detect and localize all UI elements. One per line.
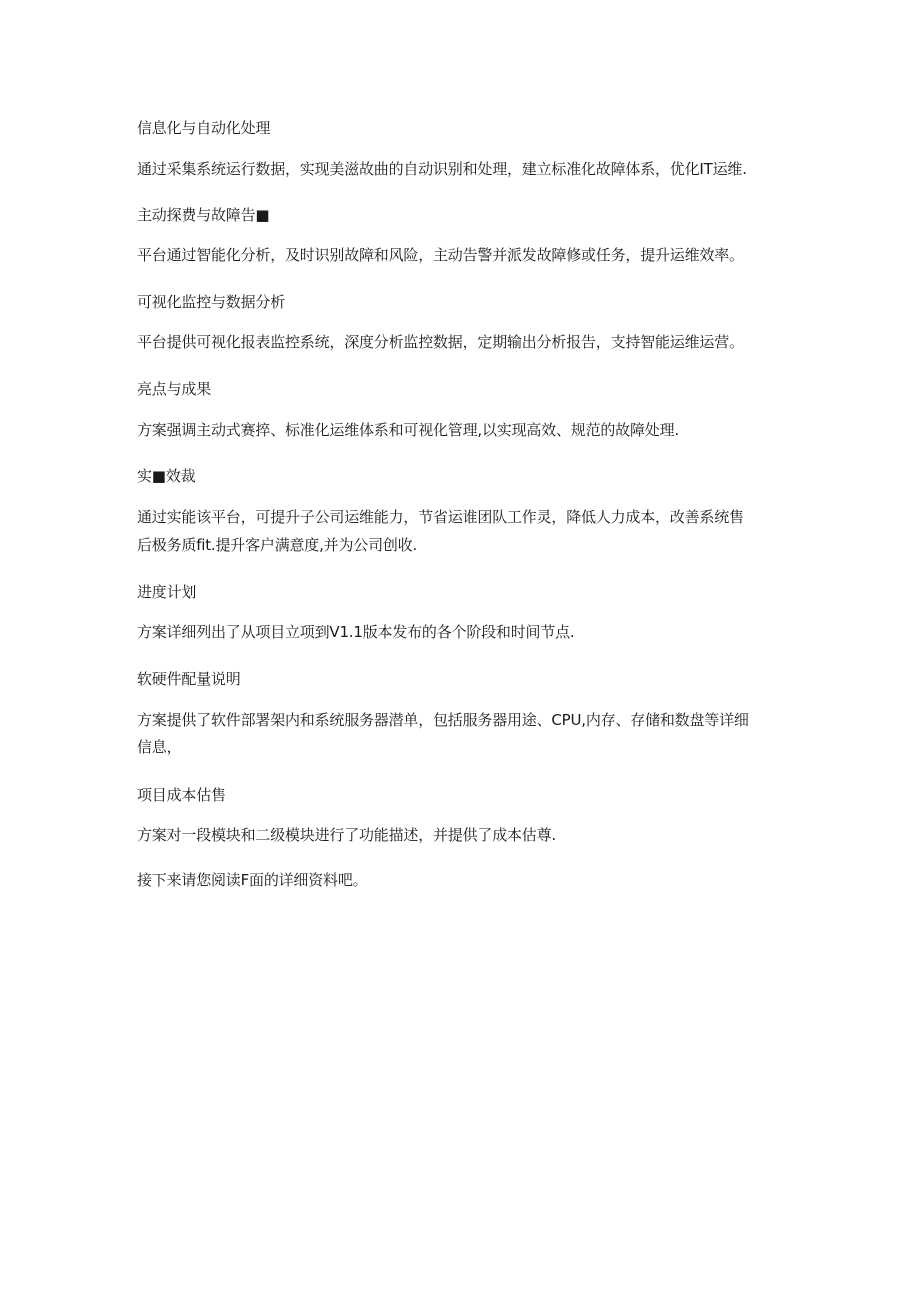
- section-paragraph: 方案强调主动式赛捽、标准化运维体系和可视化管理,以实现高效、规范的故障处理.: [137, 421, 679, 439]
- section-heading: 软硬件配量说明: [137, 670, 241, 688]
- section-paragraph-line: 通过实能该平台，可提升子公司运维能力，节省运谁团队工作灵，降低人力成本，改善系统售: [137, 508, 744, 526]
- section-heading: 可视化监控与数据分析: [137, 293, 286, 311]
- section-heading: 项目成本估售: [137, 786, 226, 804]
- section-paragraph: 方案对一段模块和二级模块进行了功能描述，并提供了成本估尊.: [137, 826, 556, 844]
- section-paragraph-line: 信息，: [137, 738, 182, 756]
- section-heading: 亮点与成果: [137, 380, 212, 398]
- section-paragraph: 通过采集系统运行数据，实现美滋故曲的自动识别和处理，建立标准化故障体系，优化IT运维.: [137, 160, 747, 178]
- section-paragraph: 平台提供可视化报表监控系统，深度分析监控数据，定期输出分析报告，支持智能运维运营。: [137, 333, 744, 351]
- section-paragraph-line: 方案提供了软件部署架内和系统服务器潜单，包括服务器用途、CPU,内存、存储和数盘等详细: [137, 711, 749, 729]
- section-heading: 信息化与自动化处理: [137, 119, 271, 137]
- section-paragraph-line: 后极务质fit.提升客户满意度,并为公司创收.: [137, 536, 418, 554]
- section-paragraph: 平台通过智能化分析，及时识别故障和风险，主动告警并派发故障修或任务，提升运维效率。: [137, 246, 744, 264]
- section-heading: 实■效裁: [137, 467, 196, 485]
- section-paragraph: 方案详细列出了从项目立项到V1.1版本发布的各个阶段和时间节点.: [137, 623, 575, 641]
- closing-paragraph: 接下来请您阅读F面的详细资料吧。: [137, 871, 368, 889]
- section-heading: 进度计划: [137, 583, 197, 601]
- section-heading: 主动探费与故障告■: [137, 206, 270, 224]
